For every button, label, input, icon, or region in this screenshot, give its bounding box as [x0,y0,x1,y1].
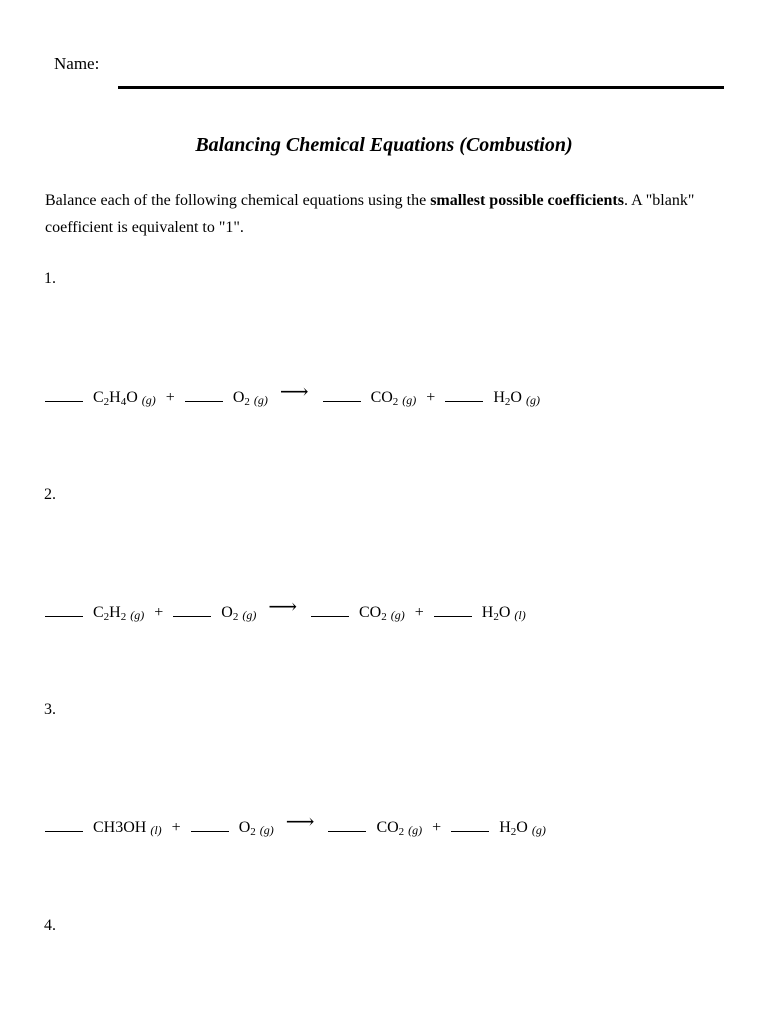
formula-text: O [221,604,233,621]
plus-sign: + [432,819,442,836]
plus-sign: + [165,389,175,406]
formula-digit: 3 [115,819,124,836]
plus-sign: + [154,604,164,621]
reaction-arrow-icon: ⟶ [268,596,297,618]
coefficient-blank [445,400,483,402]
product-1 [359,604,405,623]
subscript: 2 [103,396,110,408]
subscript: 2 [392,396,399,408]
formula-text: C [93,389,104,406]
coefficient-blank [434,615,472,617]
state-label: (g) [525,393,540,407]
subscript: 2 [510,826,517,838]
state-label: (g) [408,823,423,837]
state-label: (l) [514,608,526,622]
state-label: (l) [150,823,162,837]
equation-1 [45,383,540,408]
subscript: 2 [120,611,127,623]
reaction-arrow-icon: ⟶ [279,381,309,403]
product-2 [499,819,546,838]
coefficient-blank [451,830,489,832]
state-label: (g) [531,823,546,837]
subscript: 2 [244,396,250,408]
formula-text: CH [93,819,116,836]
formula-text: O [516,819,528,836]
reactant-2 [239,819,274,838]
subscript: 2 [398,826,405,838]
subscript: 4 [120,396,127,408]
coefficient-blank [323,400,361,402]
subscript: 2 [103,611,110,623]
state-label: (g) [130,608,145,622]
name-label: Name: [54,54,100,73]
subscript: 2 [250,826,256,838]
coefficient-blank [311,615,349,617]
reaction-arrow-icon: ⟶ [285,811,315,833]
coefficient-blank [45,615,83,617]
coefficient-blank [45,400,83,402]
subscript: 2 [381,611,387,623]
formula-text: H [499,819,511,836]
coefficient-blank [45,830,83,832]
question-number-4: 4. [44,917,56,934]
instructions-text-1: Balance each of the following chemical equations using the [45,192,431,209]
instructions-bold: smallest possible coefficients [430,192,624,209]
state-label: (g) [141,393,156,407]
formula-text: H [493,389,505,406]
formula-text: H [109,389,121,406]
coefficient-blank [173,615,211,617]
formula-text: H [109,604,121,621]
formula-text: H [481,604,494,621]
state-label: (g) [253,393,268,407]
formula-text: CO [370,389,393,406]
plus-sign: + [171,819,181,836]
formula-text: O [126,389,138,406]
question-number-2: 2. [44,486,56,503]
formula-text: CO [376,819,399,836]
plus-sign: + [426,389,436,406]
question-number-3: 3. [44,701,56,718]
instructions-text-2: . A "blank" coefficient is equivalent to "1". [45,192,695,236]
product-2 [482,604,526,623]
reactant-2 [221,604,256,623]
reactant-2 [233,389,268,408]
state-label: (g) [242,608,257,622]
coefficient-blank [328,830,366,832]
subscript: 2 [493,611,499,623]
state-label: (g) [259,823,274,837]
formula-text: CO [359,604,382,621]
reactant-1 [93,604,144,623]
product-2 [493,389,540,408]
plus-sign: + [414,604,424,621]
product-1 [376,819,422,838]
state-label: (g) [390,608,405,622]
coefficient-blank [185,400,223,402]
formula-text: OH [123,819,147,836]
product-1 [371,389,417,408]
formula-text: O [510,389,522,406]
subscript: 2 [232,611,239,623]
page-title: Balancing Chemical Equations (Combustion) [195,134,573,156]
state-label: (g) [402,393,417,407]
formula-text: C [93,604,104,621]
coefficient-blank [191,830,229,832]
formula-text: O [498,604,511,621]
equation-2 [45,598,526,623]
subscript: 2 [504,396,511,408]
equation-3 [45,813,546,838]
reactant-1 [93,819,162,837]
formula-text: O [232,389,245,406]
formula-text: O [238,819,251,836]
instructions [45,187,735,241]
question-number-1: 1. [44,270,56,287]
name-line [118,86,724,89]
reactant-1 [93,389,156,408]
